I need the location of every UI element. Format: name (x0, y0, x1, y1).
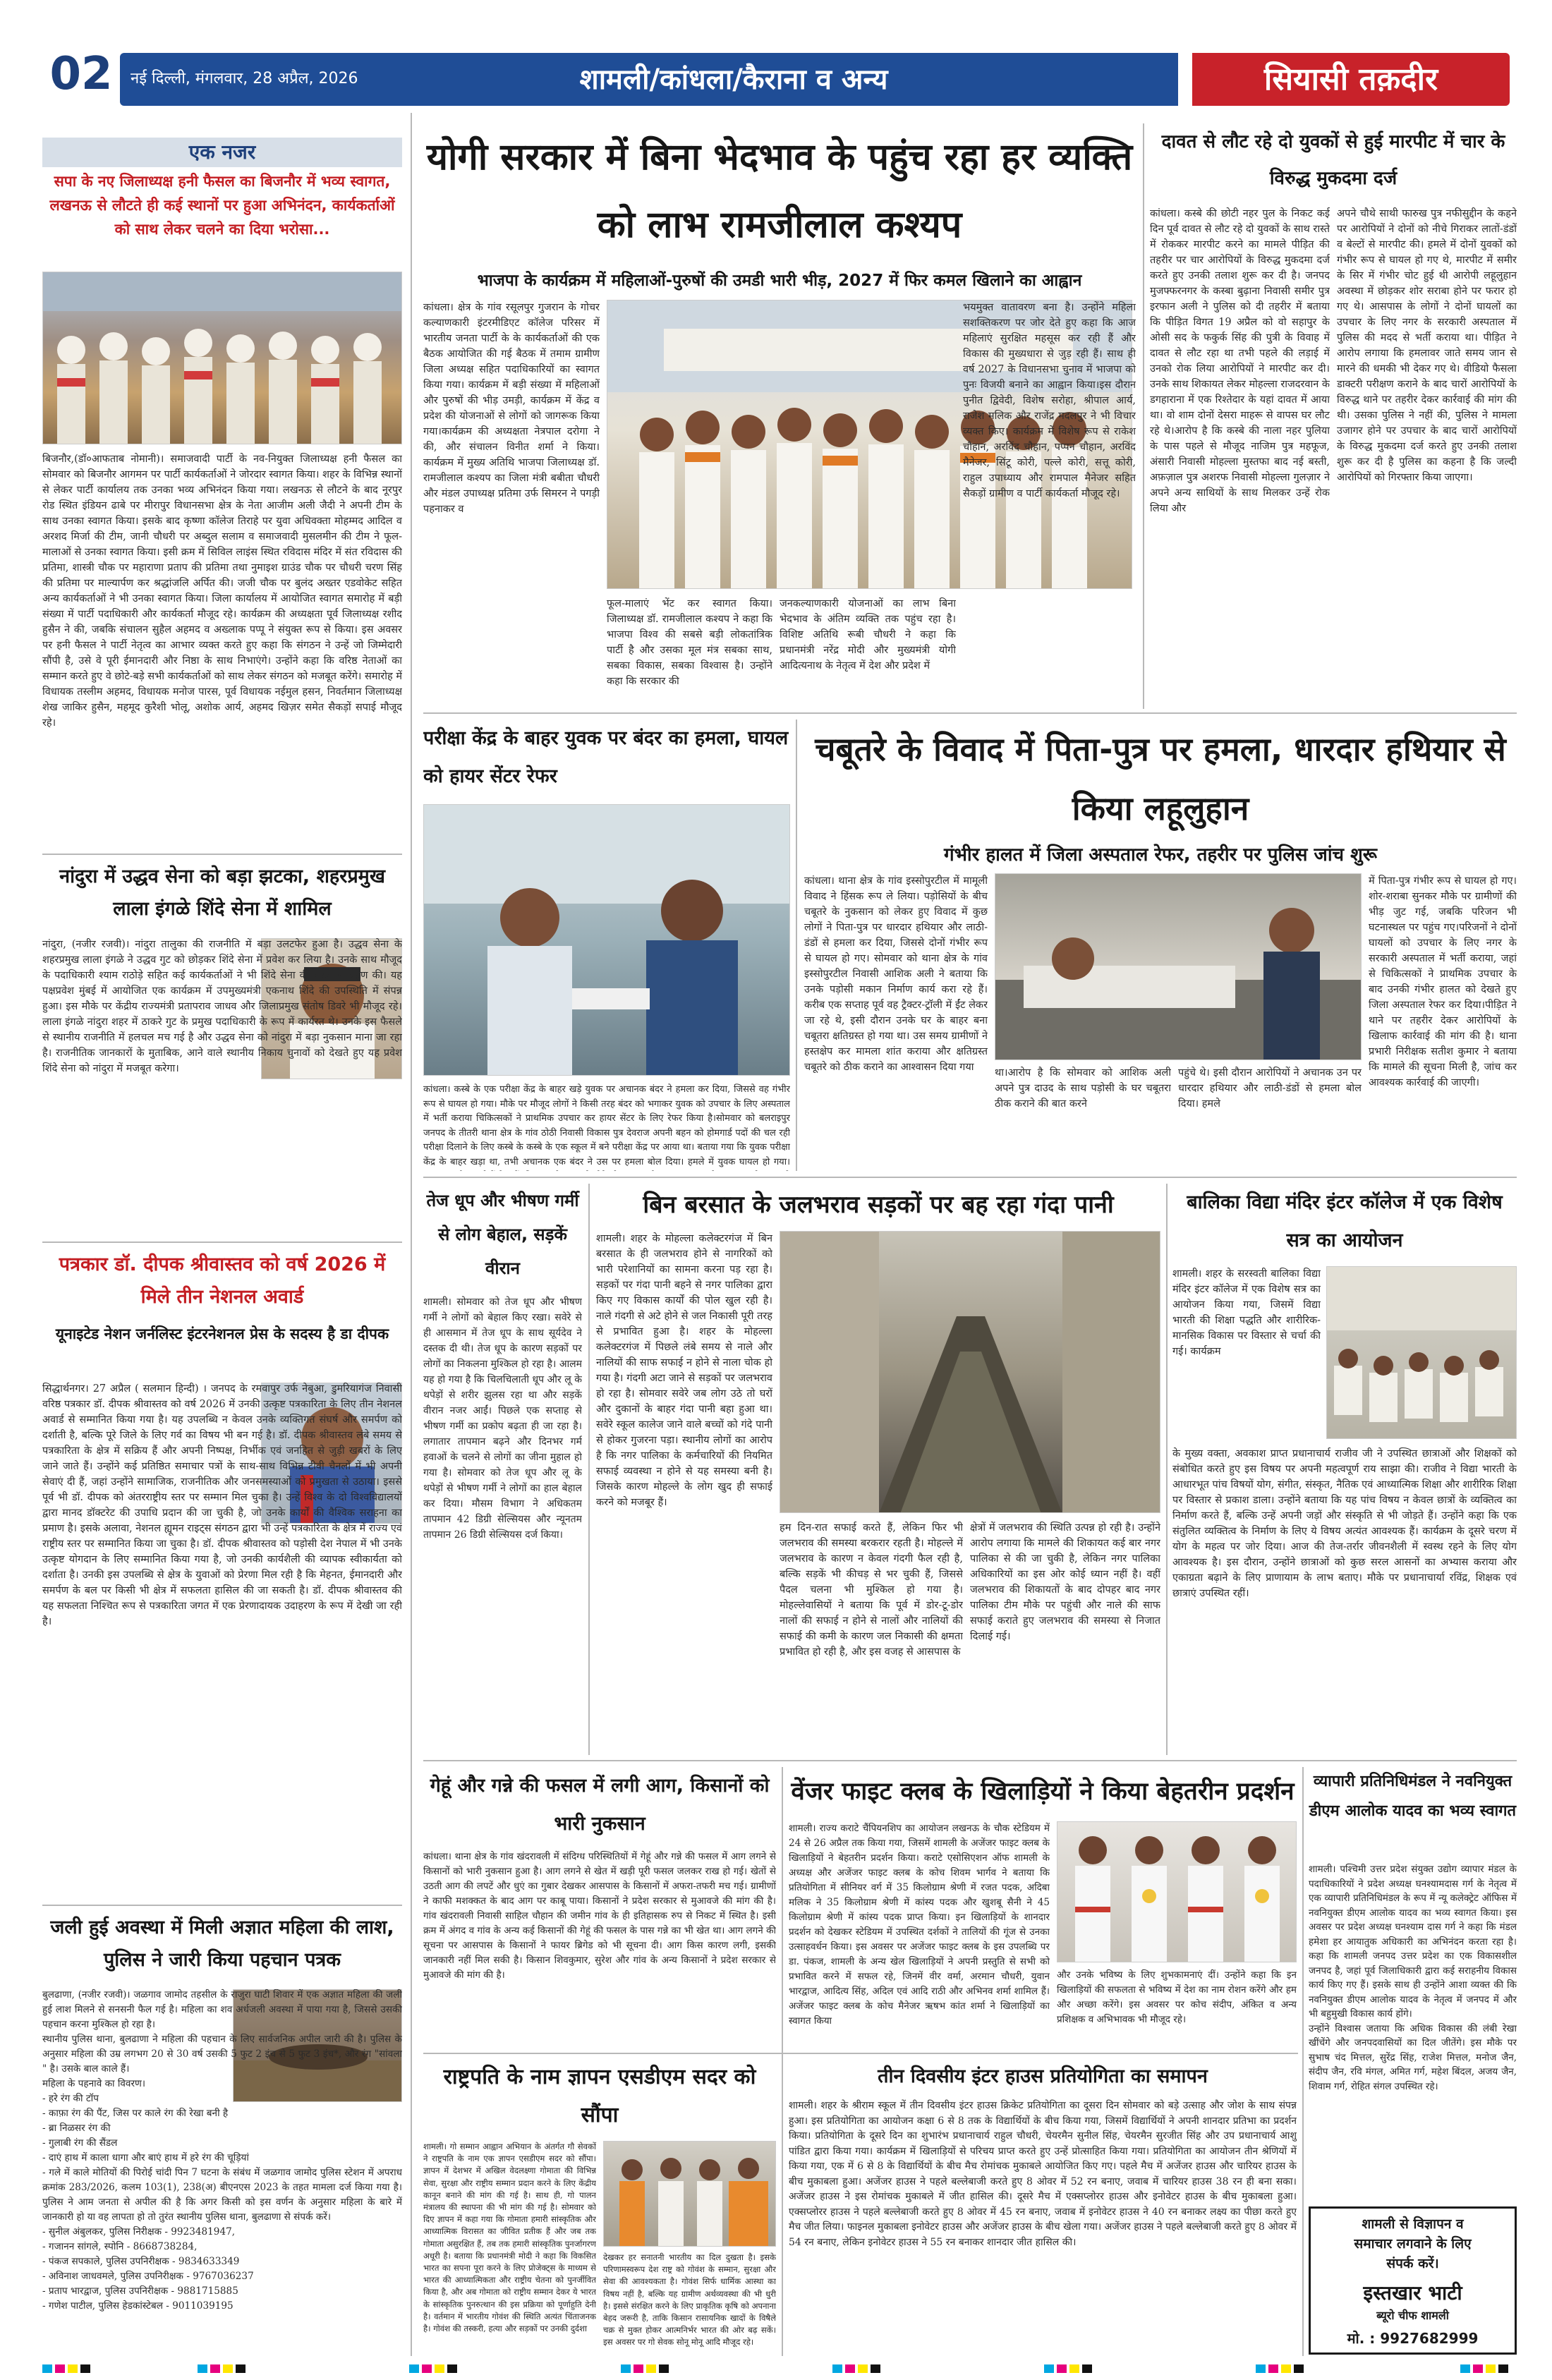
rain-col1: शामली। शहर के मोहल्ला कलेक्टरगंज में बिन बरसात के ही जलभराव होने से नागरिकों को भारी परेशानियों का सामना करना पड़ रहा है। सड़कों पर गंदा पानी बहने से नगर पालिका द्वारा किए गए विकास कार्यों की पोल खुल रही है। नाले गंदगी से अटे होने से जल निकासी पूरी तरह से प्रभावित हुआ है। शहर के मोहल्ला कलेक्टरगंज में पिछले लंबे समय से नाले और नालियों की साफ सफाई न होने से नाला चोक हो गया है। गंदगी अटा जाने से सड़कों पर जलभराव हो रहा है। सोमवार सवेरे जब लोग उठे तो घरों और दुकानों के बाहर गंदा पानी बहा हुआ था। सवेरे स्कूल कालेज जाने वाले बच्चों को गंदे पानी से होकर गुजरना पड़ा। स्थानीय लोगों का आरोप है कि नगर पालिका के कर्मचारियों की नियमित सफाई व्यवस्था न होने से यह समस्या बनी है। जिसके कारण मोहल्ले के लोग खुद ही सफाई करने को मजबूर हैं। (596, 1233, 772, 1508)
column-divider (782, 1767, 783, 2356)
yogi-col2: फूल-मालाएं भेंट कर स्वागत किया। जिलाध्यक्ष डॉ. रामजीलाल कश्यप ने कहा कि भाजपा विश्व की सबसे बड़ी लोकतांत्रिक पार्टी है और उसका मूल मंत्र सबका साथ, सबका विकास, सबका विश्वास है। उन्होंने कहा कि सरकार की (607, 598, 772, 687)
column-divider (1166, 1184, 1168, 1755)
column-divider (1143, 123, 1144, 709)
vanguard-col1: शामली। राज्य कराटे चैंपियनशिप का आयोजन लखनऊ के चौक स्टेडियम में 24 से 26 अप्रैल तक किया गया, जिसमें शामली के अजेंजर फाइट क्लब के खिलाड़ियों ने बेहतरीन प्रदर्शन किया। कराटे एसोसिएशन ऑफ शामली के अध्यक्ष और अजेंजर फाइट क्लब के कोच शिवम भार्गव ने बताया कि प्रतियोगिता में सीनियर वर्ग में 35 किलोग्राम श्रेणी में रजत पदक, अदिबा मलिक ने 35 किलोग्राम श्रेणी में कांस्य पदक और खुशबू सैनी ने 45 किलोग्राम श्रेणी में कांस्य पदक प्राप्त किया। इन खिलाड़ियों के शानदार प्रदर्शन को देखकर स्टेडियम में उपस्थित दर्शकों ने तालियों की गूंज से उनका उत्साहवर्धन किया। इस अवसर पर अजेंजर फाइट क्लब के इस उपलब्धि पर डा. पंकज, शामली के अन्य खेल खिलाड़ियों ने अपनी प्रस्तुति से सभी को प्रभावित करने में सफल रहे, जिनमें वीर वर्मा, अरमान चौधरी, युवान भारद्वाज, आदित्य सिंह, अदिल एवं आदि राठी और अभिनव शर्मा शामिल हैं। अजेंजर फाइट क्लब के कोच मैनेजर ऋषभ कांत शर्मा ने खिलाड़ियों का स्वागत किया (789, 1823, 1050, 2027)
rashtrapati-photo (603, 2141, 776, 2247)
hospital-image (424, 805, 790, 1076)
chabutre-col1: कांधला। थाना क्षेत्र के गांव इस्सोपुरटील में मामूली विवाद ने हिंसक रूप ले लिया। पड़ोसियों के बीच चबूतरे के नुकसान को लेकर हुए विवाद में कुछ लोगों ने पिता-पुत्र पर धारदार हथियार और लाठी-डंडों से हमला कर दिया, जिससे दोनों गंभीर रूप से घायल हो गए। सोमवार को थाना क्षेत्र के गांव इस्सोपुरटील निवासी आशिक अली ने बताया कि उनके पड़ोसी मकान निर्माण कार्य करा रहे हैं। करीब एक सप्ताह पूर्व वह ट्रैक्टर-ट्रॉली में ईंट लेकर जा रहे थे, इसी दौरान उनके घर के बाहर बना चबूतरा क्षतिग्रस्त हो गया था। उस समय ग्रामीणों ने हस्तक्षेप कर मामला शांत कराया और क्षतिग्रस्त चबूतरे को ठीक कराने का आश्वासन दिया गया (804, 875, 988, 1073)
vanguard-col2: और उनके भविष्य के लिए शुभकामनाएं दीं। उन्होंने कहा कि इन खिलाड़ियों की सफलता से भविष्य में देश का नाम रोशन करेंगे और हम और अच्छा करेंगे। इस अवसर पर कोच संदीप, अंकित व अन्य प्रशिक्षक व अभिभावक भी मौजूद रहे। (1057, 1969, 1297, 2025)
masthead: सियासी तक़दीर (1192, 53, 1510, 106)
section-title: शामली/कांधला/कैराना व अन्य (579, 63, 888, 96)
column-divider (1302, 1767, 1304, 2356)
divider (423, 2053, 1298, 2054)
ek-nazar-headline: सपा के नए जिलाध्यक्ष हनी फैसल का बिजनौर में भव्य स्वागत, लखनऊ से लौटते ही कई स्थानों पर हुआ अभिनंदन, कार्यकर्ताओं को साथ लेकर चलने का दिया भरोसा... (49, 173, 395, 238)
exam-headline: परीक्षा केंद्र के बाहर युवक पर बंदर का हमला, घायल को हायर सेंटर रेफर (423, 727, 789, 787)
yogi-col1: कांधला। क्षेत्र के गांव रसूलपुर गुजरान के गोचर कल्याणकारी इंटरमीडिएट कॉलेज परिसर में भारतीय जनता पार्टी के के कार्यकर्ताओं की एक बैठक आयोजित की गई बैठक में तमाम ग्रामीण जिला अध्यक्ष सहित पदाधिकारियों का स्वागत किया गया। कार्यक्रम में बड़ी संख्या में महिलाओं और पुरुषों की भीड़ उमड़ी, कार्यक्रम में केंद्र व प्रदेश की योजनाओं से लोगों को जागरूक किया गया।कार्यक्रम की अध्यक्षता नेत्रपाल दरोगा ने की, और संचालन विनीत शर्मा ने किया। कार्यक्रम में मुख्य अतिथि भाजपा जिलाध्यक्ष डॉ. रामजीलाल कश्यप का जिला मंत्री बबीता चौधरी और मंडल उपाध्यक्ष प्रतिमा उर्फ सिमरन ने पगड़ी पहनाकर व (423, 302, 600, 515)
divider (423, 1177, 1517, 1178)
chabutre-col4: में पिता-पुत्र गंभीर रूप से घायल हो गए। शोर-शराबा सुनकर मौके पर ग्रामीणों की भीड़ जुट गई, जबकि परिजन भी घटनास्थल पर पहुंच गए।परिजनों ने दोनों घायलों को उपचार के लिए नगर के सरकारी अस्पताल में भर्ती कराया, जहां से चिकित्सकों ने प्राथमिक उपचार के बाद उनकी गंभीर हालत को देखते हुए जिला अस्पताल रेफर कर दिया।पीड़ित ने थाने पर तहरीर देकर आरोपियों के खिलाफ कार्रवाई की मांग की है। थाना प्रभारी निरीक्षक सतीश कुमार ने बताया कि मामले की सूचना मिली है, जांच कर आवश्यक कार्रवाई की जाएगी। (1369, 875, 1517, 1088)
advert-line1: शामली से विज्ञापन व (1362, 2216, 1464, 2232)
award-subhead: यूनाइटेड नेशन जर्नलिस्ट इंटरनेशनल प्रेस के सदस्य है डा दीपक (55, 1325, 389, 1342)
chabutre-headline: चबूतरे के विवाद में पिता-पुत्र पर हमला, धारदार हथियार से किया लहूलुहान (815, 730, 1506, 827)
exam-photo (423, 804, 790, 1076)
page-header (0, 0, 1552, 106)
divider (42, 1241, 402, 1243)
yogi-col4: भयमुक्त वातावरण बना है। उन्होंने महिला सशक्तिकरण पर जोर देते हुए कहा कि आज महिलाएं सुरक्षित महसूस कर रही हैं और विकास की मुख्यधारा से जुड़ रही हैं। साथ ही वर्ष 2027 के विधानसभा चुनाव में भाजपा को पुनः विजयी बनाने का आह्वान किया।इस दौरान पुनीत द्विवेदी, विशेष सरोहा, श्रीपाल आर्य, राजेश मलिक और राजेंद्र मदलपुर ने भी विचार व्यक्त किए। कार्यक्रम में विशेष रूप से राकेश चौहान, अरविंद चौहान, पप्पन चौहान, अरविंद मैनेजर, सिंटू कोरी, पल्ले कोरी, सत्तू कोरी, राहुल उपाध्याय और रामपाल मैनेजर सहित सैकड़ों ग्रामीण व पार्टी कार्यकर्ता मौजूद रहे। (963, 302, 1136, 499)
page-number: 02 (49, 48, 113, 100)
column-divider (588, 1184, 590, 1755)
rain-photo (780, 1231, 1160, 1513)
crowd-image (43, 272, 402, 444)
award-body: सिद्धार्थनगर। 27 अप्रैल ( सलमान हिन्दी) । जनपद के रमवापुर उर्फ नेबुआ, डुमरियागंज निवासी वरिष्ठ पत्रकार डॉ. दीपक श्रीवास्तव को वर्ष 2026 में उनकी उत्कृष्ट पत्रकारिता के लिए तीन नेशनल अवार्ड से सम्मानित किया गया है। यह उपलब्धि न केवल उनके व्यक्तिगत संघर्ष और समर्पण को दर्शाती है, बल्कि पूरे जिले के लिए गर्व का विषय भी बन गई है। डॉ. दीपक श्रीवास्तव लंबे समय से पत्रकारिता के क्षेत्र में सक्रिय हैं और अपनी निष्पक्ष, निर्भीक एवं जनहित से जुड़ी खबरों के लिए जाने जाते हैं। उन्होंने कई प्रतिष्ठित समाचार पत्रों के साथ-साथ विभिन्न टीवी चैनलों में भी अपनी सेवाएं दी हैं, जहां उन्होंने सामाजिक, राजनीतिक और जनसमस्याओं को प्रमुखता से उठाया। इससे पूर्व भी डॉ. दीपक को अंतरराष्ट्रीय स्तर पर सम्मान मिल चुका है। उन्हें विश्व के दो विश्वविद्यालयों द्वारा मानद डॉक्टरेट की उपाधि प्रदान की जा चुकी है, जो उनके कार्यों की वैश्विक सराहना का प्रमाण है। इसके अलावा, नेशनल ह्यूमन राइट्स संगठन द्वारा भी उन्हें पत्रकारिता के क्षेत्र में राज्य एवं राष्ट्रीय स्तर पर सम्मानित किया जा चुका है। डॉ. दीपक श्रीवास्तव को पड़ोसी देश नेपाल में भी उनके उत्कृष्ट योगदान के लिए सम्मानित किया गया है, जो उनकी कार्यशैली की व्यापक स्वीकार्यता को दर्शाता है। उनकी इस उपलब्धि से क्षेत्र के युवाओं को प्रेरणा मिल रही है कि मेहनत, ईमानदारी और समर्पण के बल पर किसी भी क्षेत्र में सफलता हासिल की जा सकती है। डॉ. दीपक श्रीवास्तव की यह सफलता निश्चित रूप से पत्रकारिता जगत में एक प्रेरणादायक उदाहरण के रूप में देखी जा रही है। (42, 1383, 402, 1627)
waterlogged-street-image (780, 1232, 1160, 1513)
vyapari-headline: व्यापारी प्रतिनिधिमंडल ने नवनियुक्त डीएम आलोक यादव का भव्य स्वागत (1309, 1773, 1517, 1820)
print-registration-bar (42, 2362, 1517, 2376)
hospital-bed-image (995, 874, 1362, 1060)
vanguard-photo (1057, 1821, 1297, 1962)
dateline: नई दिल्ली, मंगलवार, 28 अप्रैल, 2026 (131, 70, 358, 87)
award-headline: पत्रकार डॉ. दीपक श्रीवास्तव को वर्ष 2026 में मिले तीन नेशनल अवार्ड (59, 1253, 386, 1308)
advert-line3: संपर्क करें। (1386, 2256, 1439, 2271)
divider (423, 1760, 1517, 1761)
chabutre-col2: था।आरोप है कि सोमवार को आशिक अली अपने पुत्र दाउद के साथ पड़ोसी के घर चबूतरा ठीक कराने की बात करने (995, 1067, 1171, 1110)
balika-headline: बालिका विद्या मंदिर इंटर कॉलेज में एक विशेष सत्र का आयोजन (1187, 1191, 1503, 1251)
karate-players-image (1057, 1822, 1297, 1962)
chabutre-subhead: गंभीर हालत में जिला अस्पताल रेफर, तहरीर पर पुलिस जांच शुरू (944, 844, 1377, 866)
fire-headline: गेहूं और गन्ने की फसल में लगी आग, किसानों को भारी नुकसान (430, 1775, 770, 1835)
balika-col1: शामली। शहर के सरस्वती बालिका विद्या मंदिर इंटर कॉलेज में एक विशेष सत्र का आयोजन किया गया, जिसमें विद्या भारती की शिक्षा पद्धति और शारीरिक-मानसिक विकास पर विस्तार से चर्चा की गई। कार्यक्रम (1172, 1268, 1321, 1357)
chabutre-col3: पहुंचे थे। इसी दौरान आरोपियों ने अचानक उन पर धारदार हथियार और लाठी-डंडों से हमला बोल दिया। हमले (1178, 1067, 1362, 1110)
classroom-image (1327, 1267, 1517, 1439)
divider (423, 712, 1517, 714)
naandura-headline: नांदुरा में उद्धव सेना को बड़ा झटका, शहरप्रमुख लाला इंगळे शिंदे सेना में शामिल (59, 866, 385, 920)
ek-nazar-body: बिजनौर,(डॉ०आफताब नोमानी)। समाजवादी पार्टी के नव-नियुक्त जिलाध्यक्ष हनी फैसल का सोमवार को बिजनौर आगमन पर पार्टी कार्यकर्ताओं ने जोरदार स्वागत किया। शहर के विभिन्न स्थानों से लेकर पार्टी कार्यालय तक उनका भव्य अभिनंदन किया गया। लखनऊ से लौटने के बाद नूरपुर रोड स्थित इंडियन ढाबे पर मीरापुर विधानसभा क्षेत्र के नेता आजीम अली जैदी ने अपनी टीम के साथ उनका स्वागत किया। इसके बाद कृष्णा कॉलेज तिराहे पर युवा अधिवक्ता मोहम्मद आदिल व अरशद मिर्जा की टीम, जानी चौधरी पर अब्दुल सलाम व समाजवादी मुसलमीन की टीम ने फूल-मालाओं से उनका स्वागत किया। इसी क्रम में सिविल लाइंस स्थित रविदास मंदिर में संत रविदास की प्रतिमा, शास्त्री चौक पर महाराणा प्रताप की प्रतिमा तथा नुमाइश ग्राउंड चौक पर चौधरी चरण सिंह की प्रतिमा पर माल्यार्पण कर श्रद्धांजलि अर्पित की। जजी चौक पर बुलंद अख्तर एडवोकेट सहित अन्य कार्यकर्ताओं ने भी उनका स्वागत किया। जिला कार्यालय में आयोजित स्वागत समारोह में बड़ी संख्या में पार्टी पदाधिकारी और कार्यकर्ता मौजूद रहे। कार्यक्रम की अध्यक्षता पूर्व जिलाध्यक्ष रशीद हुसैन ने की, जबकि संचालन सुहैल अहमद व अख्लाक पप्पू ने संयुक्त रूप से किया। इस अवसर पर हनी फैसल ने पार्टी नेतृत्व का आभार व्यक्त करते हुए कहा कि संगठन ने उन्हें जो जिम्मेदारी सौंपी है, उसे वे पूरी ईमानदारी और निष्ठा के साथ निभाएंगे। उन्होंने कहा कि वरिष्ठ नेताओं का सम्मान करते हुए वे छोटे-बड़े सभी कार्यकर्ताओं को साथ लेकर संगठन को मजबूत करेंगे। समारोह में विधायक तस्लीम अहमद, विधायक मनोज पारस, पूर्व विधायक नईमुल हसन, निवर्तमान जिलाध्यक्ष शेख जाकिर हुसैन, महमूद कुरैशी भोलू, अशोक आर्य, अहमद खिज़र समेत सैकड़ों सपाई मौजूद रहे। (42, 454, 402, 729)
yogi-headline: योगी सरकार में बिना भेदभाव के पहुंच रहा हर व्यक्ति को लाभ रामजीलाल कश्यप (426, 136, 1133, 246)
exam-body: कांधला। कस्बे के एक परीक्षा केंद्र के बाहर खड़े युवक पर अचानक बंदर ने हमला कर दिया, जिससे वह गंभीर रूप से घायल हो गया। मौके पर मौजूद लोगों ने किसी तरह बंदर को भगाकर युवक को उपचार के लिए अस्पताल में भर्ती कराया चिकित्सकों ने प्राथमिक उपचार कर हायर सेंटर के लिए रेफर किया है।सोमवार को बलराइपुर जनपद के तीतरी थाना क्षेत्र के गांव ठोठी निवासी विकास पुत्र देवराज अपनी बहन को होमगार्ड पदों की चल रही परीक्षा दिलाने के लिए कस्बे के कस्बे के एक स्कूल में बने परीक्षा केंद्र पर आया था। बताया गया कि युवक परीक्षा केंद्र के बाहर खड़ा था, तभी अचानक एक बंदर ने उस पर हमला बोल दिया। हमले में युवक घायल हो गया। (423, 1084, 790, 1167)
advert-phone: मो. : 9927682999 (1347, 2330, 1479, 2347)
advert-box (1309, 2206, 1517, 2355)
dawat-col2: अपने चौथे साथी फारुख पुत्र नफीसुद्दीन के कहने पर आरोपियों ने दोनों को नीचे गिराकर लातों-डंडों व बेल्टों से मारपीट की। हमले में दोनों युवकों को गंभीर रूप से घायल हो गए थे, मारपीट में समीर के सिर में गंभीर चोट हुई थी आरोपी लहूलुहान अवस्था में छोड़कर शोर सराबा होने पर फरार हो गए थे। आसपास के लोगों ने दोनों घायलों का उपचार के लिए नगर के सरकारी अस्पताल में पुलिस की मदद से भर्ती कराया था। पीड़ित ने आरोप लगाया कि हमलावर जाते समय जान से मारने की धमकी भी देकर गए थे। वीडियो फैसला डाक्टरी परीक्षण कराने के बाद चारों आरोपियों के विरुद्ध थाने पर तहरीर देकर कार्रवाई की मांग की थी। उसका पुलिस ने नहीं की, पुलिस ने मामला उजागर होने पर उपचार के बाद चारों आरोपियों के विरुद्ध मुकदमा दर्ज करते हुए उनकी तलाश शुरू कर दी है पुलिस का कहना है कि जल्दी आरोपियों को गिरफ्तार किया जाएगा। (1337, 208, 1517, 483)
dawat-col1: कांधला। कस्बे की छोटी नहर पुल के निकट कई दिन पूर्व दावत से लौट रहे दो युवकों के साथ रास्ते में रोककर मारपीट करने का मामले पीड़ित की तहरीर पर चार आरोपियों के विरुद्ध मुकदमा दर्ज करते हुए उनकी तलाश शुरू कर दी है। जनपद मुजफ्फरनगर के कस्बा बुढ़ाना निवासी समीर पुत्र इरफान अली ने पुलिस को दी तहरीर में बताया कि पीड़ित विगत 19 अप्रैल को वो सहापुर के ओसी सद के फकुर्क सिंह की पुत्री के विवाह में दावत से लौट रहा था तभी पहले की लड़ाई में उनको रोक लिया आरोपियों ने मारपीट कर दी। उनके साथ शिकायत लेकर मोहल्ला राजदरवान के डगहाराना में एक रिश्तेदार के यहां दावत में आया था। वो शाम दोनों देसरा माहरू से वापस घर लौट रहे थे।आरोप है कि कस्बे की नाला नहर पुलिया के पास पहले से मौजूद नाजिम पुत्र महफूज, अंसारी निवासी मोहल्ला मुस्तफा बाद नई बस्ती, अफ़ज़ाल पुत्र अशरफ निवासी मोहल्ला गुलज़ार ने अपने अन्य साथियों के साथ मिलकर उन्हें रोक लिया और (1150, 208, 1330, 514)
heat-body: शामली। सोमवार को तेज धूप और भीषण गर्मी ने लोगों को बेहाल किए रखा। सवेरे से ही आसमान में तेज धूप के साथ सूर्यदेव ने दस्तक दी थी। तेज धूप के कारण सड़कों पर लोगों का निकलना मुश्किल हो रहा है। आलम यह हो गया है कि चिलचिलाती धूप और लू के थपेड़ों से शरीर झुलस रहा था और सड़कें वीरान नजर आईं। पिछले एक सप्ताह से भीषण गर्मी का प्रकोप बढ़ता ही जा रहा है। लगातार तापमान बढ़ने और दिनभर गर्म हवाओं के चलने से लोगों का जीना मुहाल हो गया है। सोमवार को तेज धूप और लू के थपेड़ों से भीषण गर्मी ने लोगों का हाल बेहाल कर दिया। मौसम विभाग ने अधिकतम तापमान 42 डिग्री सेल्सियस और न्यूनतम तापमान 26 डिग्री सेल्सियस दर्ज किया। (423, 1297, 582, 1541)
vyapari-body: शामली। पश्चिमी उत्तर प्रदेश संयुक्त उद्योग व्यापार मंडल के पदाधिकारियों ने प्रदेश अध्यक्ष घनश्यामदास गर्ग के नेतृत्व में एक व्यापारी प्रतिनिधिमंडल के रूप में न्यू कलेक्ट्रेट ऑफिस में नवनियुक्त डीएम आलोक यादव का भव्य स्वागत किया। इस अवसर पर प्रदेश अध्यक्ष घनश्याम दास गर्ग ने कहा कि मंडल हमेशा हर आयातुक अधिकारी का अभिनंदन करता रहा है। कहा कि शामली जनपद उत्तर प्रदेश का एक विकासशील जनपद है, जहां पूर्व जिलाधिकारी द्वारा कई सराहनीय विकास कार्य किए गए हैं। इसके साथ ही उन्होंने आशा व्यक्त की कि नवनियुक्त डीएम आलोक यादव के नेतृत्व में जनपद में और भी बहुमुखी विकास कार्य होंगे। उन्होंने विश्वास जताया कि अधिक विकास की लंबी रेखा खींचेंगे और जनपदवासियों का दिल जीतेंगे। इस मौके पर सुभाष चंद मित्तल, सुरेंद्र सिंह, राजेश मित्तल, मनोज जैन, संदीप जैन, रवि मंगल, अमित गर्ग, महेश बिंदल, अजय जैन, शिवाम गर्ग, रोहित संगल उपस्थित रहे। (1309, 1864, 1517, 2092)
chabutre-photo (995, 873, 1362, 1060)
advert-name: इस्तखार भाटी (1363, 2281, 1462, 2305)
naandura-body: नांदुरा, (नजीर रजवी)। नांदुरा तालुका की राजनीति में बड़ा उलटफेर हुआ है। उद्धव सेना के शहरप्रमुख लाला इंगळे ने उद्धव गुट को छोड़कर शिंदे सेना में प्रवेश कर लिया है। उनके साथ मौजूद के पदाधिकारी श्याम राठोड़े सहित कई कार्यकर्ताओं ने भी शिंदे सेना की सदस्यता ग्रहण की। यह पक्षप्रवेश मुंबई में आयोजित एक कार्यक्रम में उपमुख्यमंत्री एकनाथ शिंदे की उपस्थिति में संपन्न हुआ। इस मौके पर केंद्रीय राज्यमंत्री प्रतापराव जाधव और जिलाप्रमुख संतोष डिवरे भी मौजूद रहे। लाला इंगळे नांदुरा शहर में ठाकरे गुट के प्रमुख पदाधिकारी के रूप में कार्यरत थे। उनके इस फैसले से स्थानीय राजनीति में हलचल मच गई है और उद्धव सेना को नांदुरा में बड़ा नुकसान माना जा रहा है। राजनीतिक जानकारों के मुताबिक, आने वाले स्थानीय निकाय चुनावों को देखते हुए यह प्रवेश शिंदे सेना को नांदुरा में मजबूत करेगा। (42, 939, 402, 1074)
ek-nazar-photo (42, 272, 402, 444)
teen-divasiya-headline: तीन दिवसीय इंटर हाउस प्रतियोगिता का समापन (878, 2065, 1208, 2087)
teen-divasiya-body: शामली। शहर के श्रीराम स्कूल में तीन दिवसीय इंटर हाउस क्रिकेट प्रतियोगिता का दूसरा दिन सोमवार को बड़े उत्साह और जोश के साथ संपन्न हुआ। इस प्रतियोगिता का आयोजन कक्षा 6 से 8 तक के विद्यार्थियों के बीच किया गया, जिसमें विद्यार्थियों ने अपनी शानदार प्रतिभा का प्रदर्शन किया। प्रतियोगिता के दूसरे दिन का शुभारंभ प्रधानाचार्य राहुल चौधरी, चेयरमैन सुनील सिंह, चेयरमैन सुरजीत सिंह और उप प्रधानाचार्य आशु पांडित द्वारा किया गया। कार्यक्रम में खिलाड़ियों से परिचय प्राप्त करते हुए उन्हें प्रोत्साहित किया गया। प्रतियोगिता का आयोजन तीन श्रेणियों में किया गया, एक में 6 से 8 के विद्यार्थियों के बीच मैच रोमांचक मुकाबले आयोजित किए गए। पहले मैच में अजेंजर हाउस और चारियर हाउस के बीच मुकाबला हुआ। अजेंजर हाउस ने पहले बल्लेबाजी करते हुए 8 ओवर में 52 रन बनाए, जवाब में चारियर हाउस 38 रन ही बना सका। अजेंजर हाउस ने इस रोमांचक मुकाबले में जीत हासिल की। दूसरे मैच में एक्सप्लोरर हाउस और इनोवेटर हाउस के बीच मुकाबला हुआ। एक्सप्लोरर हाउस ने पहले बल्लेबाजी करते हुए 8 ओवर में 45 रन बनाए, जवाब में इनोवेटर हाउस ने 40 रन बनाकर लक्ष्य का पीछा करते हुए मैच जीत लिया। फाइनल मुकाबला इनोवेटर हाउस और अजेंजर हाउस के बीच खेला गया। अजेंजर हाउस ने पहले बल्लेबाजी करते हुए 8 ओवर में 54 रन बनाए, लेकिन इनोवेटर हाउस ने 55 रन बनाकर शानदार जीत हासिल की। (789, 2100, 1297, 2248)
rashtrapati-col1: शामली। गो सम्मान आह्वान अभियान के अंतर्गत गौ सेवकों ने राष्ट्रपति के नाम एक ज्ञापन एसडीएम सदर को सौंपा। ज्ञापन में देशभर में अखिल वेदलक्ष्णा गोमाता की विभिन्न सेवा, सुरक्षा और राष्ट्रीय सम्मान प्रदान करने के लिए केंद्रीय कानून बनाने की मांग की गई है। साथ ही, गो पालन मंत्रालय की स्थापना की भी मांग की गई है। सोमवार को दिए ज्ञापन में कहा गया कि गोमाता हमारी सांस्कृतिक और आध्यात्मिक विरासत का जीवित प्रतीक हैं और जब तक गोमाता असुरक्षित हैं, तब तक हमारी सांस्कृतिक पुनर्जागरण अधूरी है। बताया कि प्रधानमंत्री मोदी ने कहा कि विकसित भारत का सपना पूरा करने के लिए प्रोजेक्ट्स के माध्यम से भारत की आध्यात्मिकता और राष्ट्रीय चेतना को पुनर्जीवित किया है, और अब गोमाता को राष्ट्रीय सम्मान देकर ये भारत के सांस्कृतिक पुनरुत्थान की इस प्रक्रिया को पूर्णाहुति देनी है। वर्तमान में भारतीय गोवंश की स्थिति अत्यंत चिंताजनक है। गोवंश की तस्करी, हत्या और सड़कों पर उनकी दुर्दशा (423, 2142, 596, 2334)
fire-body: कांधला। थाना क्षेत्र के गांव खंदरावली में संदिग्ध परिस्थितियों में गेहूं और गन्ने की फसल में आग लगने से किसानों को भारी नुकसान हुआ है। आग लगने से खेत में खड़ी पूरी फसल जलकर राख हो गई। खेतों से उठती आग की लपटें और धुएं का गुबार देखकर आसपास के किसानों में अफरा-तफरी मच गई। ग्रामीणों ने काफी मशक्कत के बाद आग पर काबू पाया। किसानों ने प्रदेश सरकार से मुआवजे की मांग की है। गांव खंदरावली निवासी साहिल चौहान की जमीन गांव के ही इतिहासक रुप से निकट में स्थित है। इसी क्रम में अंगद व गांव के अन्य कई किसानों की गेहूं की फसल के पास गन्ने का भी खेत था। आग लगने की सूचना पर आसपास के किसानों ने फायर ब्रिगेड को भी सूचना दी। आग किस कारण लगी, इसकी जानकारी नहीं मिल सकी है। किसान शिवकुमार, सुरेश और गांव के अन्य किसानों ने प्रदेश सरकार से मुआवजे की मांग की है। (423, 1851, 776, 1981)
rashtrapati-headline: राष्ट्रपति के नाम ज्ञापन एसडीएम सदर को सौंपा (443, 2065, 756, 2127)
registration-marks-icon (42, 2362, 1517, 2376)
advert-title: ब्यूरो चीफ शामली (1376, 2309, 1449, 2322)
balika-photo (1326, 1266, 1517, 1439)
column-divider (411, 113, 412, 2356)
balika-col2: के मुख्य वक्ता, अवकाश प्राप्त प्रधानाचार्य राजीव जी ने उपस्थित छात्राओं और शिक्षकों को संबोधित करते हुए इस विषय पर अपनी महत्वपूर्ण राय साझा की। राजीव ने विद्या भारती के आधारभूत पांच विषयों योग, संगीत, संस्कृत, नैतिक एवं आध्यात्मिक शिक्षा और शारीरिक शिक्षा पर विस्तार से प्रकाश डाला। उन्होंने बताया कि यह पांच विषय न केवल छात्रों के व्यक्तित्व का निर्माण करते हैं, बल्कि उन्हें अपनी जड़ों और संस्कृति से भी जोड़ते हैं। उन्होंने कहा कि एक संतुलित व्यक्तित्व के निर्माण के लिए ये विषय अत्यंत आवश्यक हैं। कार्यक्रम के दूसरे चरण में योग के महत्व पर जोर दिया। आज की तेज-तर्रार जीवनशैली में स्वस्थ रहने के लिए योग आवश्यक है। इस दौरान, उन्होंने छात्राओं को कुछ सरल आसनों का अभ्यास कराया और एकाग्रता बढ़ाने के लिए प्राणायाम के लाभ बताए। मौके पर प्रधानाचार्या रविंद्र, शिक्षक एवं छात्राएं उपस्थित रहीं। (1172, 1448, 1517, 1599)
dawat-headline: दावत से लौट रहे दो युवकों से हुई मारपीट में चार के विरुद्ध मुकदमा दर्ज (1161, 131, 1505, 189)
ek-nazar-label: एक नजर (42, 138, 402, 167)
rain-headline: बिन बरसात के जलभराव सड़कों पर बह रहा गंदा पानी (643, 1191, 1114, 1219)
column-divider (796, 720, 797, 1171)
rain-col2: हम दिन-रात सफाई करते हैं, लेकिन फिर भी जलभराव की समस्या बरकरार रहती है। मोहल्ले में जलभराव के कारण न केवल गंदगी फैल रही है, बल्कि सड़कें भी कीचड़ से भर चुकी हैं, जिससे पैदल चलना भी मुश्किल हो गया है। मोहल्लेवासियों ने बताया कि पूर्व में डोर-टू-डोर नालों की सफाई न होने से नालों और नालियों की सफाई की कमी के कारण जल निकासी की क्षमता प्रभावित हो रही है, और इस वजह से आसपास के (780, 1522, 963, 1658)
divider (42, 854, 402, 855)
heat-headline: तेज धूप और भीषण गर्मी से लोग बेहाल, सड़कें वीरान (426, 1191, 579, 1278)
divider (42, 1905, 402, 1906)
memorandum-image (604, 2142, 776, 2247)
unknown-woman-body: बुलढाणा, (नजीर रजवी)। जळगाव जामोद तहसील के राजुरा घाटी शिवार में एक अज्ञात महिला की जली हुई लाश मिलने से सनसनी फैल गई है। महिला का शव अर्धजली अवस्था में पाया गया है, जिससे उसकी पहचान करना मुश्किल हो रहा है। स्थानीय पुलिस थाना, बुलढाणा ने महिला की पहचान के लिए सार्वजनिक अपील जारी की है। पुलिस के अनुसार महिला की उम्र लगभग 20 से 30 वर्ष उसकी 5 फुट 2 इंच से 5 फुट 3 इंच*, और रंग "सांवला " है। उसके बाल काले हैं। महिला के पहनावे का विवरण। - हरे रंग की टॉप - काफ़ा रंग की पैंट, जिस पर काले रंग की रेखा बनी है - ब्रा निळसर रंग की - गुलाबी रंग की सैंडल - दाएं हाथ में काला धागा और बाएं हाथ में हरे रंग की चूड़ियां - गले में काले मोतियों की पिरोई चांदी पिन 7 घटना के संबंध में जळगाव जामोद पुलिस स्टेशन में अपराध क्रमांक 283/2026, कलम 103(1), 238(अ) बीएनएस 2023 के तहत मामला दर्ज किया गया है। पुलिस ने आम जनता से अपील की है कि अगर किसी को इस वर्णन के अनुसार महिला के बारे में जानकारी हो या वह लापता हो तो तुरंत स्थानीय पुलिस थाना, बुलढाणा से संपर्क करें। - सुनील अंबुलकर, पुलिस निरीक्षक - 9923481947, - गजानन सांगले, स्पोनि - 8668738284, - पंकज सपकाले, पुलिस उपनिरीक्षक - 9834633349 - अविनाश जाधवमले, पुलिस उपनिरीक्षक - 9767036237 - प्रताप भारद्वाज, पुलिस उपनिरीक्षक - 9881715885 - गणेश पाटील, पुलिस हेडकांस्टेबल - 9011039195 (42, 1989, 402, 2312)
unknown-woman-headline: जली हुई अवस्था में मिली अज्ञात महिला की लाश, पुलिस ने जारी किया पहचान पत्रक (50, 1917, 394, 1971)
rashtrapati-col2: देखकर हर सनातनी भारतीय का दिल दुखता है। इसके परिणामस्वरूप देश राष्ट्र को गोवंश के सम्मान, सुरक्षा और सेवा की आवश्यकता है। गोवंश सिर्फ धार्मिक आस्था का विषय नहीं है, बल्कि यह ग्रामीण अर्थव्यवस्था की भी धुरी है। इससे संरक्षित करने के लिए प्राकृतिक कृषि को अपनाना बेहद जरूरी है, ताकि किसान रासायनिक खादों के विषैले चक्र से मुक्त होकर आत्मनिर्भर भारत की ओर बढ़ सकें। इस अवसर पर गो सेवक सोनू मोनू आदि मौजूद रहे। (603, 2252, 776, 2348)
yogi-col3: जनकल्याणकारी योजनाओं का लाभ बिना भेदभाव के अंतिम व्यक्ति तक पहुंच रहा है।विशिष्ट अतिथि रूबी चौधरी ने कहा कि प्रधानमंत्री नरेंद्र मोदी और मुख्यमंत्री योगी आदित्यनाथ के नेतृत्व में देश और प्रदेश में (780, 598, 956, 672)
advert-line2: समाचार लगवाने के लिए (1354, 2236, 1472, 2252)
rain-col3: क्षेत्रों में जलभराव की स्थिति उत्पन्न हो रही है। उन्होंने आरोप लगाया कि मामले की शिकायत कई बार नगर पालिका से की जा चुकी है, लेकिन नगर पालिका अधिकारियों का इस ओर कोई ध्यान नहीं है। वहीं जलभराव की शिकायतों के बाद दोपहर बाद नगर पालिका टीम मौके पर पहुंची और नाले की साफ सफाई कराते हुए जलभराव की समस्या से निजात दिलाई गई। (970, 1522, 1160, 1642)
yogi-subhead: भाजपा के कार्यक्रम में महिलाओं-पुरुषों की उमडी भारी भीड़, 2027 में फिर कमल खिलाने का आह्वान (477, 272, 1082, 290)
vanguard-headline: वेंजर फाइट क्लब के खिलाड़ियों ने किया बेहतरीन प्रदर्शन (791, 1778, 1295, 1806)
